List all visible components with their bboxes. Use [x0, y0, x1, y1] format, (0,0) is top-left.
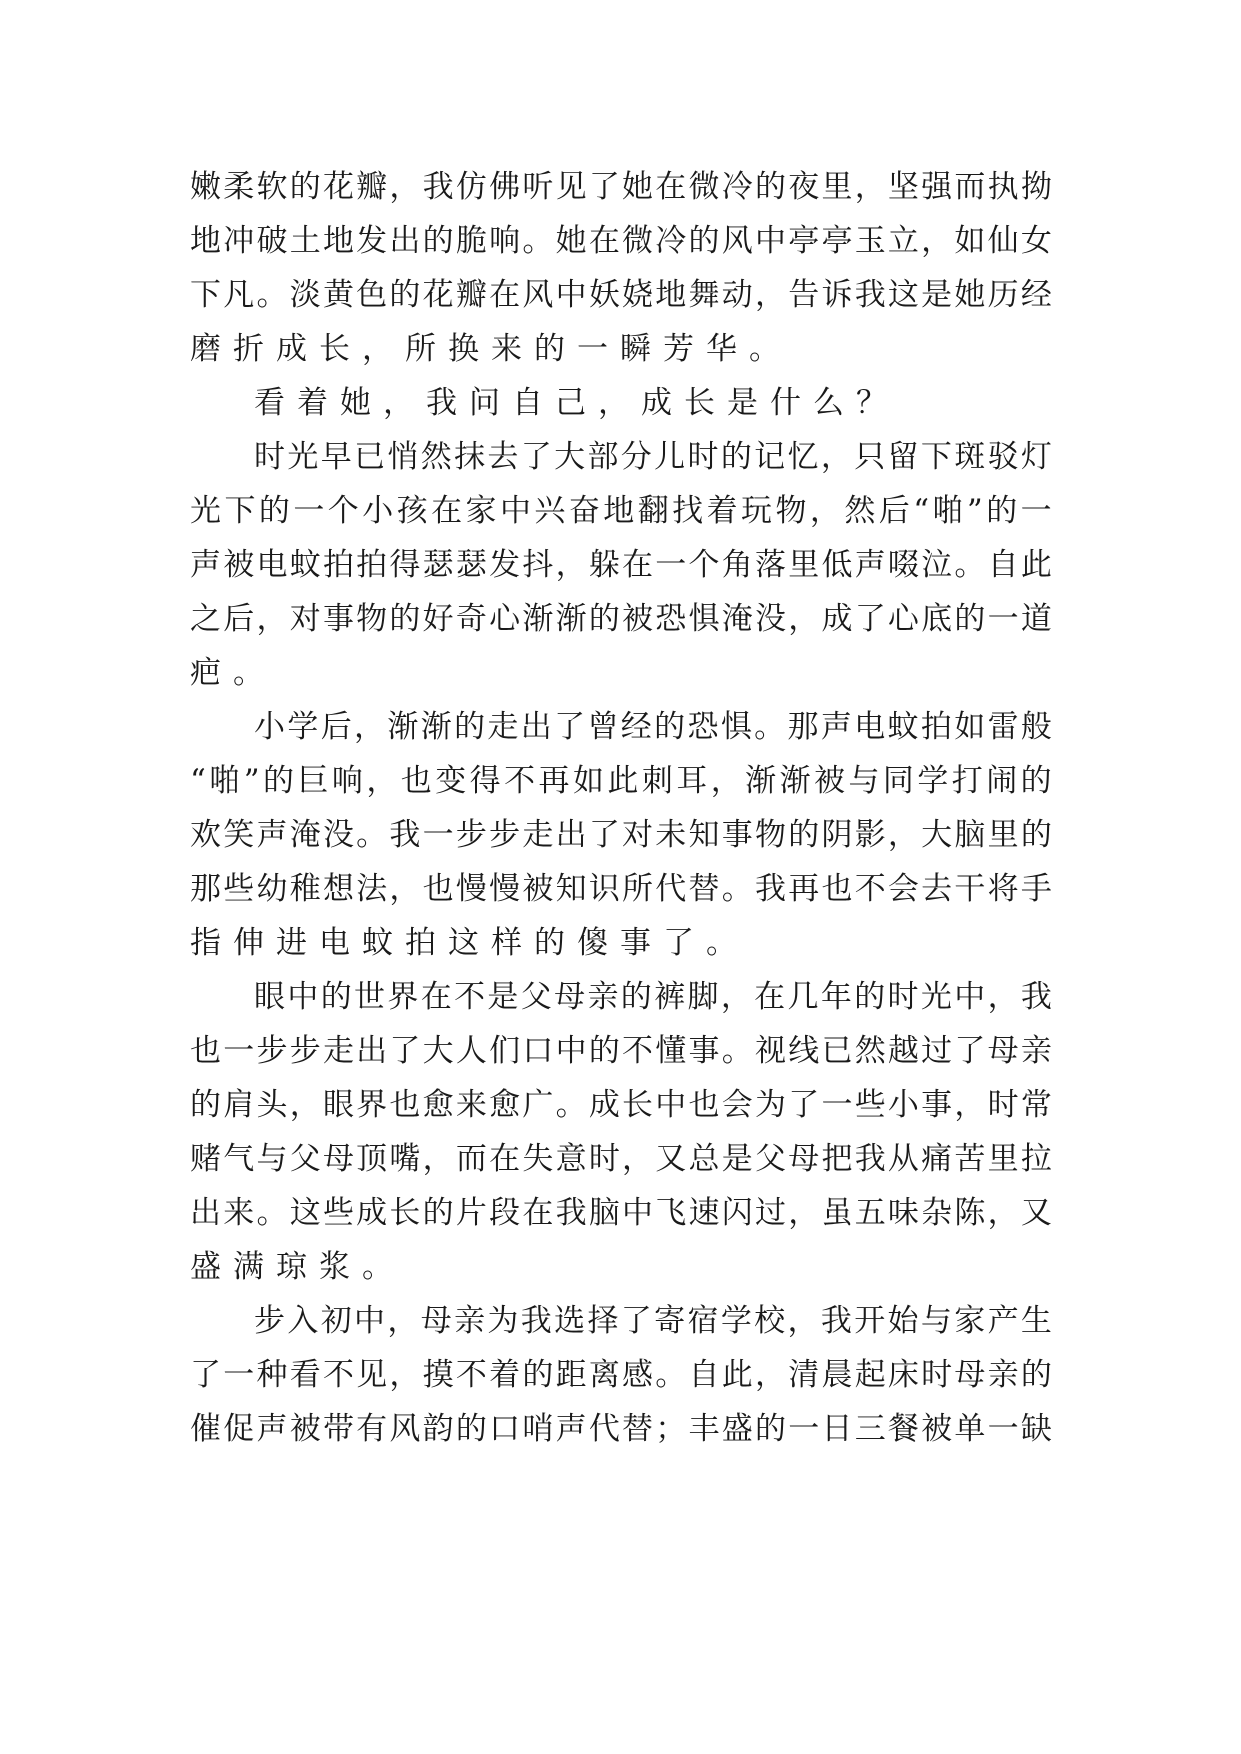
text-line: 欢 笑 声 淹 没 。 我 一 步 步 走 出 了 对 未 知 事 物 的 阴 影 ， 大 脑 里 的	[190, 817, 1052, 853]
text-line: 步 入 初 中 ， 母 亲 为 我 选 择 了 寄 宿 学 校 ， 我 开 始 与 家 产 生	[254, 1303, 1052, 1339]
text-line: 小 学 后 ， 渐 渐 的 走 出 了 曾 经 的 恐 惧 。 那 声 电 蚊 拍 如 雷 般	[254, 709, 1052, 745]
text-line: 赌 气 与 父 母 顶 嘴 ， 而 在 失 意 时 ， 又 总 是 父 母 把 我 从 痛 苦 里 拉	[190, 1141, 1052, 1177]
text-line: “ 啪 ” 的 巨 响 ， 也 变 得 不 再 如 此 刺 耳 ， 渐 渐 被 与 同 学 打 闹 的	[190, 763, 1052, 799]
text-line: 地 冲 破 土 地 发 出 的 脆 响 。 她 在 微 冷 的 风 中 亭 亭 玉 立 ， 如 仙 女	[190, 223, 1052, 259]
text-line: 的 肩 头 ， 眼 界 也 愈 来 愈 广 。 成 长 中 也 会 为 了 一 些 小 事 ， 时 常	[190, 1087, 1052, 1123]
text-line: 也 一 步 步 走 出 了 大 人 们 口 中 的 不 懂 事 。 视 线 已 然 越 过 了 母 亲	[190, 1033, 1052, 1069]
text-line: 下 凡 。 淡 黄 色 的 花 瓣 在 风 中 妖 娆 地 舞 动 ， 告 诉 我 这 是 她 历 经	[190, 277, 1052, 313]
text-line: 磨 折 成 长 ， 所 换 来 的 一 瞬 芳 华 。	[190, 331, 780, 367]
text-line: 盛 满 琼 浆 。	[190, 1249, 393, 1285]
text-line: 出 来 。 这 些 成 长 的 片 段 在 我 脑 中 飞 速 闪 过 ， 虽 五 味 杂 陈 ， 又	[190, 1195, 1052, 1231]
text-line: 时 光 早 已 悄 然 抹 去 了 大 部 分 儿 时 的 记 忆 ， 只 留 下 斑 驳 灯	[254, 439, 1052, 475]
text-line: 嫩 柔 软 的 花 瓣 ， 我 仿 佛 听 见 了 她 在 微 冷 的 夜 里 ， 坚 强 而 执 拗	[190, 169, 1052, 205]
text-line: 光 下 的 一 个 小 孩 在 家 中 兴 奋 地 翻 找 着 玩 物 ， 然 后 “ 啪 ” 的 一	[190, 493, 1052, 529]
text-line: 那 些 幼 稚 想 法 ， 也 慢 慢 被 知 识 所 代 替 。 我 再 也 不 会 去 干 将 手	[190, 871, 1052, 907]
text-line: 指 伸 进 电 蚊 拍 这 样 的 傻 事 了 。	[190, 925, 737, 961]
text-line: 眼 中 的 世 界 在 不 是 父 母 亲 的 裤 脚 ， 在 几 年 的 时 光 中 ， 我	[254, 979, 1052, 1015]
text-line: 疤 。	[190, 655, 264, 691]
text-line: 了 一 种 看 不 见 ， 摸 不 着 的 距 离 感 。 自 此 ， 清 晨 起 床 时 母 亲 的	[190, 1357, 1052, 1393]
text-line: 声 被 电 蚊 拍 拍 得 瑟 瑟 发 抖 ， 躲 在 一 个 角 落 里 低 声 啜 泣 。 自 此	[190, 547, 1052, 583]
text-line: 看 着 她 ， 我 问 自 己 ， 成 长 是 什 么 ？	[254, 385, 887, 421]
body-text	[190, 160, 1052, 1456]
text-line: 催 促 声 被 带 有 风 韵 的 口 哨 声 代 替 ； 丰 盛 的 一 日 三 餐 被 单 一 缺	[190, 1411, 1052, 1447]
text-line: 之 后 ， 对 事 物 的 好 奇 心 渐 渐 的 被 恐 惧 淹 没 ， 成 了 心 底 的 一 道	[190, 601, 1052, 637]
